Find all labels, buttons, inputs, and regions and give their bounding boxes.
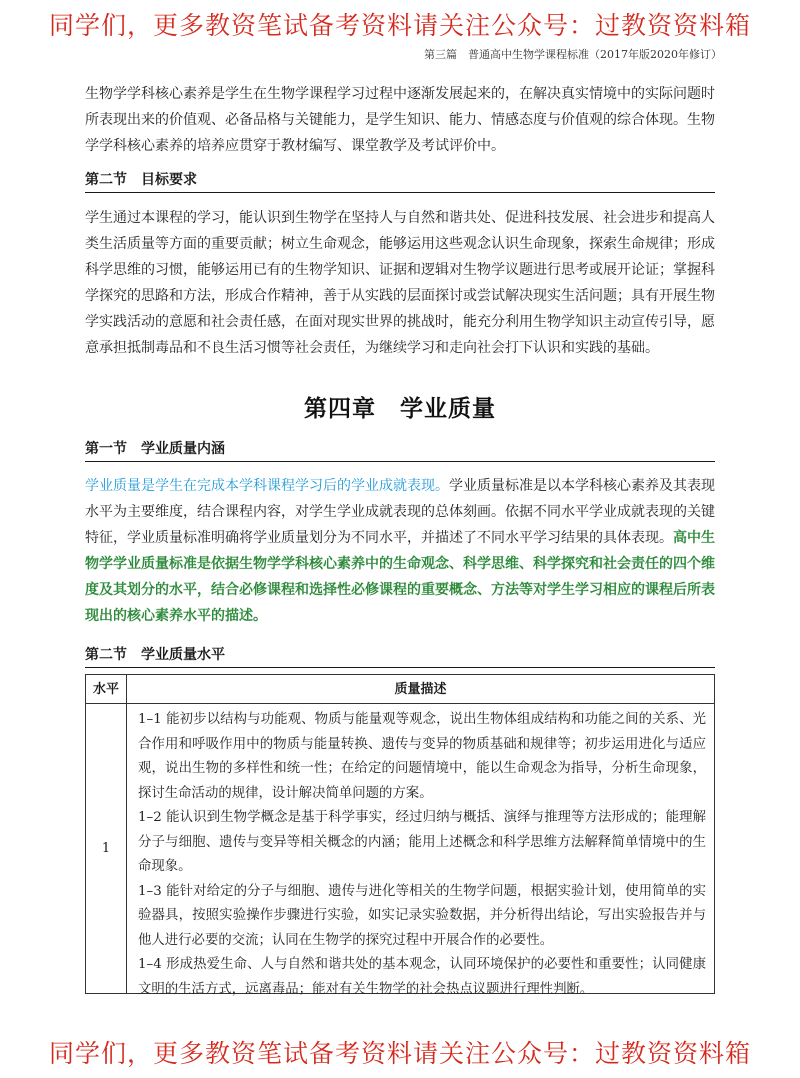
running-header: 第三篇 普通高中生物学课程标准（2017年版2020年修订）: [424, 48, 722, 61]
section-heading-quality-levels-label: 第二节 学业质量水平: [85, 647, 225, 663]
table-description-cell: [138, 708, 706, 1002]
table-header-row: [86, 675, 714, 704]
intro-paragraph: 生物学学科核心素养是学生在生物学课程学习过程中逐渐发展起来的，在解决真实情境中的实际问题时所表现出来的价值观、必备品格与关键能力，是学生知识、能力、情感态度与价值观的综合体现。生物学学科核心素养的培养应贯穿于教材编写、课堂教学及考试评价中。: [85, 86, 715, 154]
highlight-blue-text: 学业质量是学生在完成本学科课程学习后的学业成就表现。: [85, 478, 449, 494]
quality-item-1-1: 1–1 能初步以结构与功能观、物质与能量观等观念，说出生物体组成结构和功能之间的关系、光合作用和呼吸作用中的物质与能量转换、遗传与变异的物质基础和规律等；初步运用进化与适应观，说出生物的多样性和统一性；在给定的问题情境中，能以生命观念为指导，分析生命现象，探讨生命活动的规律，设计解决简单问题的方案。: [138, 712, 706, 801]
highlight-green-text: 高中生物学学业质量标准是依据生物学学科核心素养中的生命观念、科学思维、科学探究和社会责任的四个维度及其划分的水平，结合必修课程和选择性必修课程的重要概念、方法等对学生学习相应的课程后所表现出的核心素养水平的描述。: [85, 530, 715, 624]
table-header-description: 质量描述: [394, 682, 447, 697]
quality-item-1-2: 1–2 能认识到生物学概念是基于科学事实，经过归纳与概括、演绎与推理等方法形成的；能理解分子与细胞、遗传与变异等相关概念的内涵；能用上述概念和科学思维方法解释简单情境中的生命现象。: [138, 810, 706, 874]
quality-meaning-paragraph: [85, 473, 715, 629]
section-heading-quality-levels: [85, 646, 715, 668]
chapter-title: 第四章 学业质量: [304, 395, 496, 422]
section-heading-quality-meaning: [85, 440, 715, 462]
quality-item-1-4: 1–4 形成热爱生命、人与自然和谐共处的基本观念，认同环境保护的必要性和重要性；认同健康文明的生活方式，远离毒品；能对有关生物学的社会热点议题进行理性判断。: [138, 957, 706, 997]
section-heading-goals-label: 第二节 目标要求: [85, 172, 197, 188]
quality-item-1-3: 1–3 能针对给定的分子与细胞、遗传与进化等相关的生物学问题，根据实验计划，使用简单的实验器具，按照实验操作步骤进行实验，如实记录实验数据，并分析得出结论，写出实验报告并与他人进行必要的交流；认同在生物学的探究过程中开展合作的必要性。: [138, 883, 706, 948]
section-heading-quality-meaning-label: 第一节 学业质量内涵: [85, 441, 225, 457]
table-level-cell: 1: [86, 704, 127, 993]
table-header-level: 水平: [86, 675, 127, 704]
goals-paragraph: 学生通过本课程的学习，能认识到生物学在坚持人与自然和谐共处、促进科技发展、社会进步和提高人类生活质量等方面的重要贡献；树立生命观念，能够运用这些观念认识生命现象，探索生命规律；形成科学思维的习惯，能够运用已有的生物学知识、证据和逻辑对生物学议题进行思考或展开论证；掌握科学探究的思路和方法，形成合作精神，善于从实践的层面探讨或尝试解决现实生活问题；具有开展生物学实践活动的意愿和社会责任感，在面对现实世界的挑战时，能充分利用生物学知识主动宣传引导，愿意承担抵制毒品和不良生活习惯等社会责任，为继续学习和走向社会打下认识和实践的基础。: [85, 210, 715, 356]
quality-level-table: [85, 674, 715, 997]
promo-banner-bottom: 同学们，更多教资笔试备考资料请关注公众号：过教资资料箱: [48, 1039, 751, 1068]
promo-banner-top: 同学们，更多教资笔试备考资料请关注公众号：过教资资料箱: [48, 11, 751, 40]
normal-text: 学业质量标准是以本学科核心素养及其表现水平为主要维度，结合课程内容，对学生学业成就表现的总体刻画。依据不同水平学业成就表现的关键特征，学业质量标准明确将学业质量划分为不同水平，并描述了不同水平学习结果的具体表现。: [85, 478, 715, 546]
section-heading-goals: [85, 171, 715, 193]
